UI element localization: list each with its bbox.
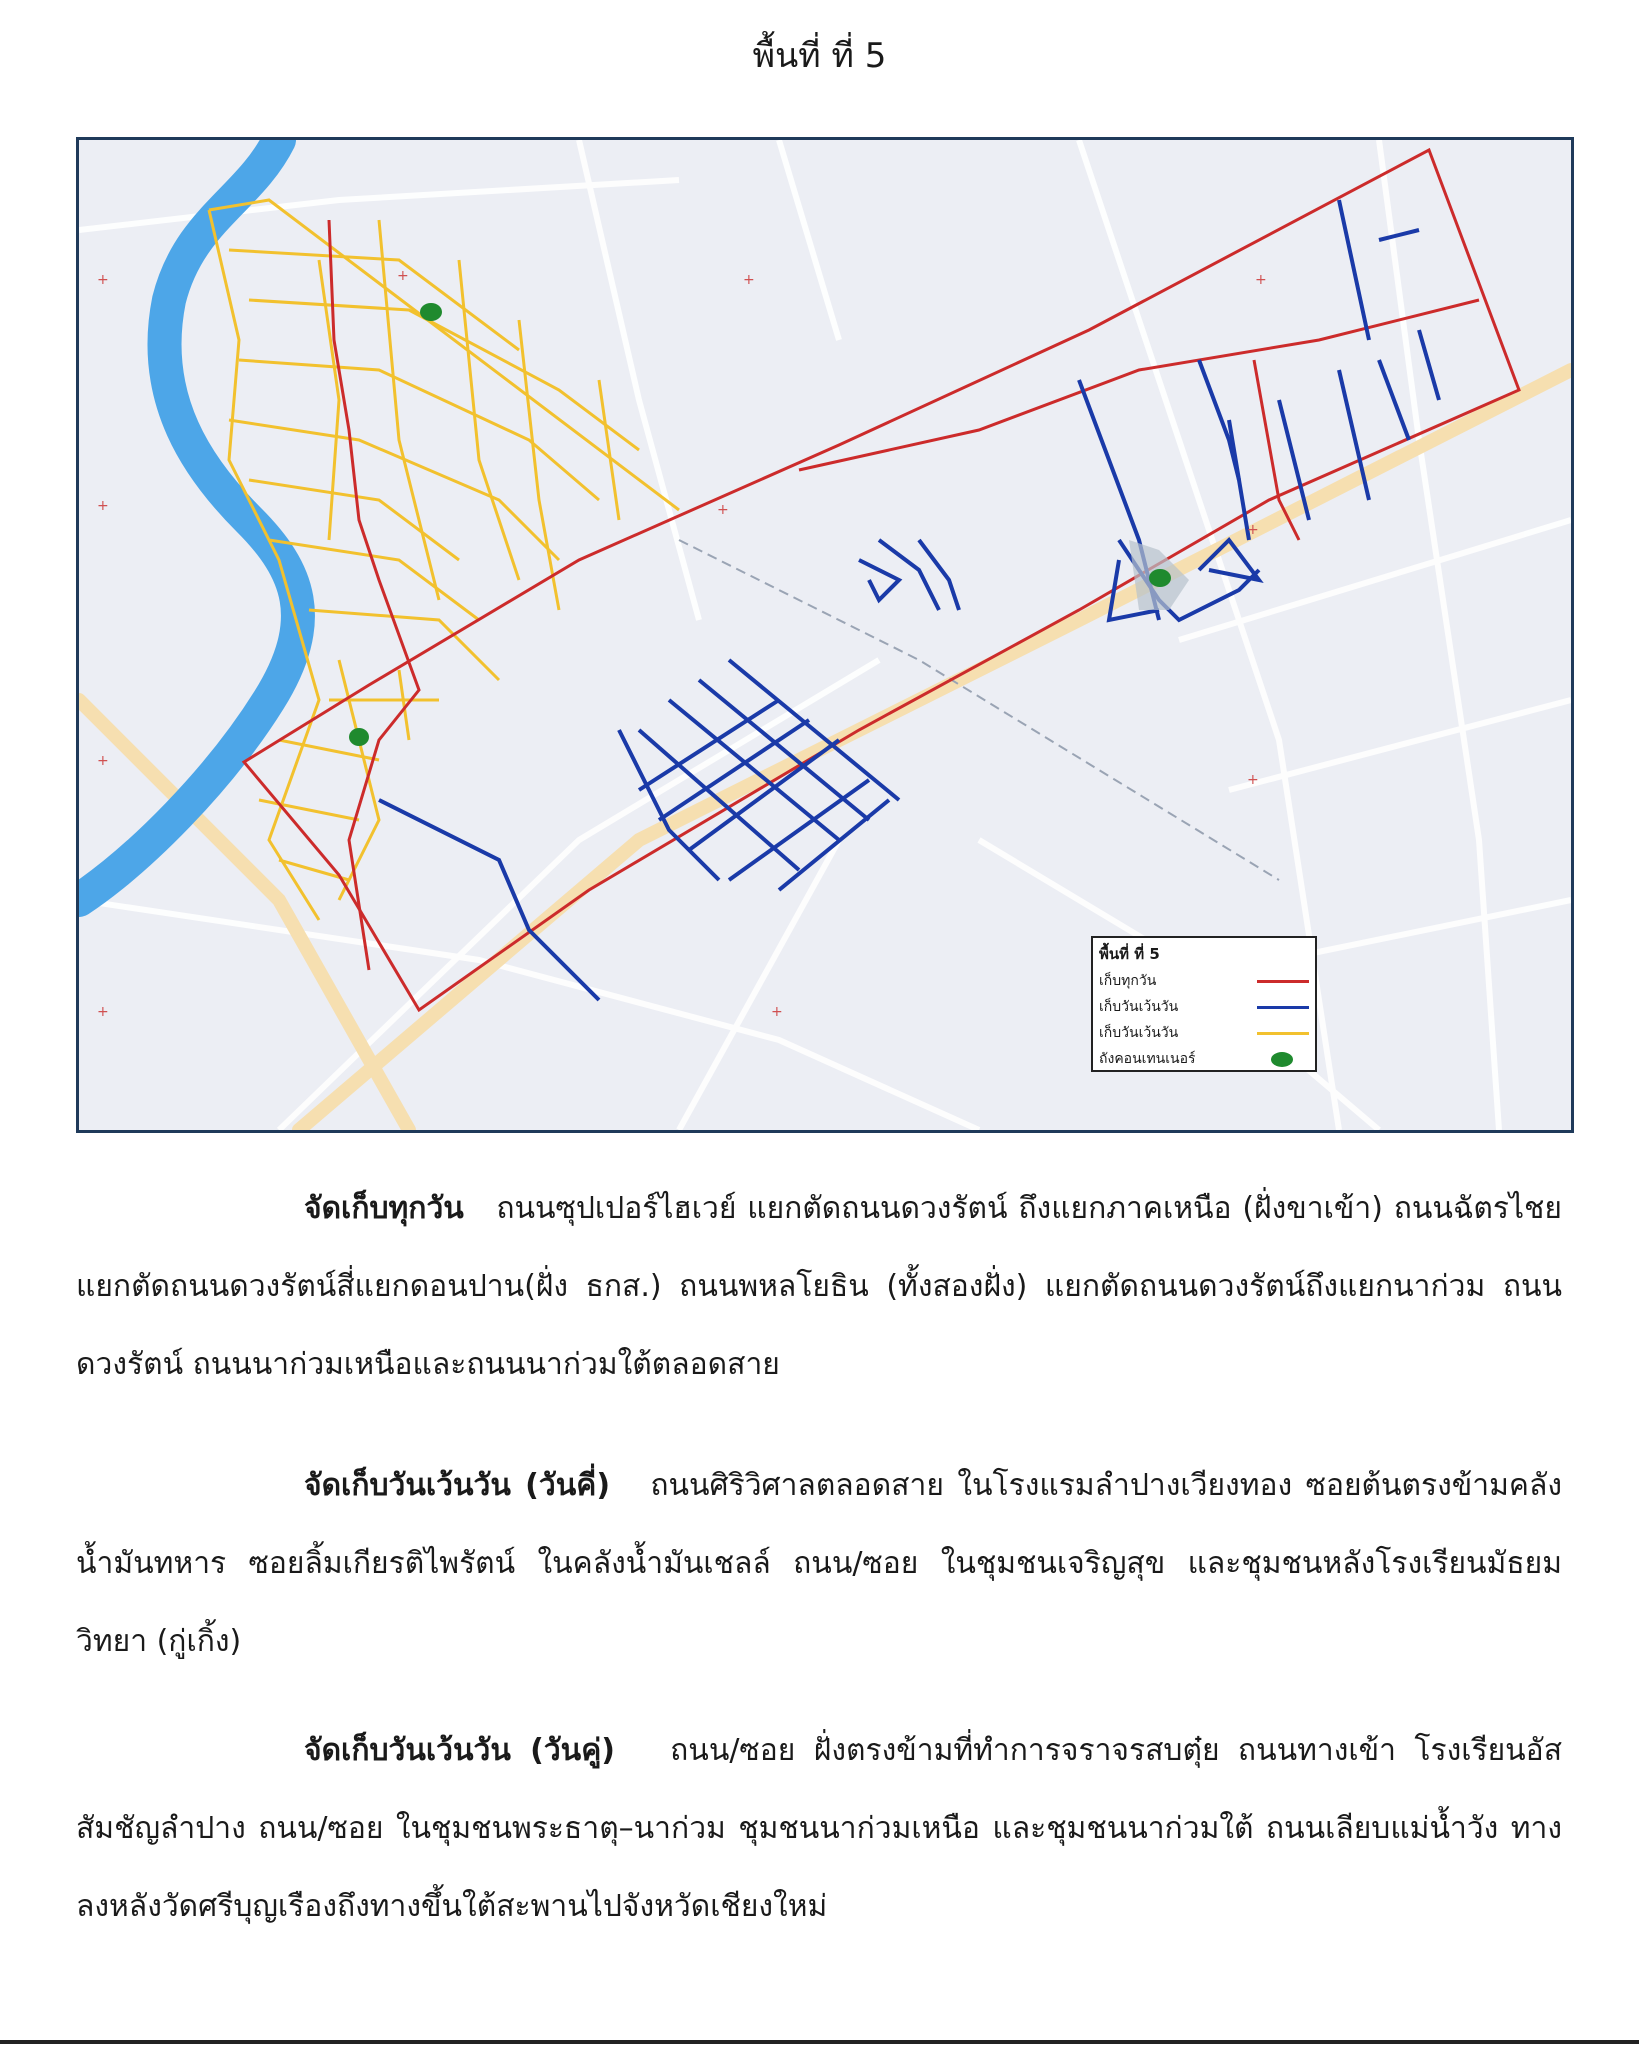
paragraph-even-days	[76, 1712, 1562, 1946]
railway	[679, 540, 1279, 880]
route-even-days	[209, 200, 679, 920]
container-points	[349, 303, 1171, 746]
map-legend	[1091, 936, 1317, 1072]
paragraph-odd-days	[76, 1447, 1562, 1681]
svg-text:+: +	[1247, 522, 1259, 538]
page-title: พื้นที่ ที่ 5	[752, 36, 887, 76]
paragraph-body: ถนนศิริวิศาลตลอดสาย ในโรงแรมลำปางเวียงทอง ซอยต้นตรงข้ามคลังน้ำมันทหาร ซอยลิ้มเกียรติไพรัตน์ ในคลังน้ำมันเชลล์ ถนน/ซอย ในชุมชนเจริญสุข และชุมชนหลังโรงเรียนมัธยมวิทยา (กู่เกิ้ง)	[76, 1468, 1563, 1659]
grid-markers	[97, 268, 1267, 1034]
svg-text:+: +	[397, 268, 409, 284]
svg-text:+: +	[97, 272, 109, 288]
legend-label: เก็บทุกวัน	[1099, 973, 1157, 989]
legend-item-even	[1099, 1020, 1309, 1046]
paragraph-daily	[76, 1170, 1562, 1404]
legend-item-daily	[1099, 968, 1309, 994]
legend-item-container	[1099, 1046, 1309, 1072]
legend-label: เก็บวันเว้นวัน	[1099, 999, 1179, 1015]
container-point	[1149, 569, 1171, 587]
svg-text:+: +	[97, 498, 109, 514]
legend-swatch-red	[1257, 980, 1309, 983]
map[interactable]	[76, 137, 1574, 1133]
svg-text:+: +	[97, 1004, 109, 1020]
paragraph-heading: จัดเก็บวันเว้นวัน (วันคี่)	[304, 1468, 611, 1503]
svg-text:+: +	[717, 502, 729, 518]
legend-label: เก็บวันเว้นวัน	[1099, 1025, 1179, 1041]
svg-text:+: +	[97, 753, 109, 769]
svg-text:+: +	[1247, 772, 1259, 788]
container-point	[349, 728, 369, 746]
svg-text:+: +	[743, 272, 755, 288]
legend-swatch-blue	[1257, 1006, 1309, 1009]
container-point	[420, 303, 442, 321]
paragraph-heading: จัดเก็บทุกวัน	[304, 1191, 464, 1226]
legend-swatch-yellow	[1257, 1032, 1309, 1035]
map-canvas	[79, 140, 1571, 1130]
paragraph-body: ถนนซุปเปอร์ไฮเวย์ แยกตัดถนนดวงรัตน์ ถึงแยกภาคเหนือ (ฝั่งขาเข้า) ถนนฉัตรไชย แยกตัดถนนดวงรัตน์สี่แยกดอนปาน(ฝั่ง ธกส.) ถนนพหลโยธิน (ทั้งสองฝั่ง) แยกตัดถนนดวงรัตน์ถึงแยกนาก่วม ถนนดวงรัตน์ ถนนนาก่วมเหนือและถนนนาก่วมใต้ตลอดสาย	[76, 1191, 1563, 1382]
paragraph-body: ถนน/ซอย ฝั่งตรงข้ามที่ทำการจราจรสบตุ๋ย ถนนทางเข้า โรงเรียนอัสสัมชัญลำปาง ถนน/ซอย ในชุมชนพระธาตุ–นาก่วม ชุมชนนาก่วมเหนือ และชุมชนนาก่วมใต้ ถนนเลียบแม่น้ำวัง ทางลงหลังวัดศรีบุญเรืองถึงทางขึ้นใต้สะพานไปจังหวัดเชียงใหม่	[76, 1733, 1563, 1924]
container-dot-icon	[1271, 1052, 1293, 1067]
svg-text:+: +	[1255, 272, 1267, 288]
legend-title: พื้นที่ ที่ 5	[1099, 945, 1160, 963]
legend-item-odd	[1099, 994, 1309, 1020]
legend-label: ถังคอนเทนเนอร์	[1099, 1051, 1196, 1067]
svg-text:+: +	[771, 1004, 783, 1020]
paragraph-heading: จัดเก็บวันเว้นวัน (วันคู่)	[304, 1733, 615, 1768]
